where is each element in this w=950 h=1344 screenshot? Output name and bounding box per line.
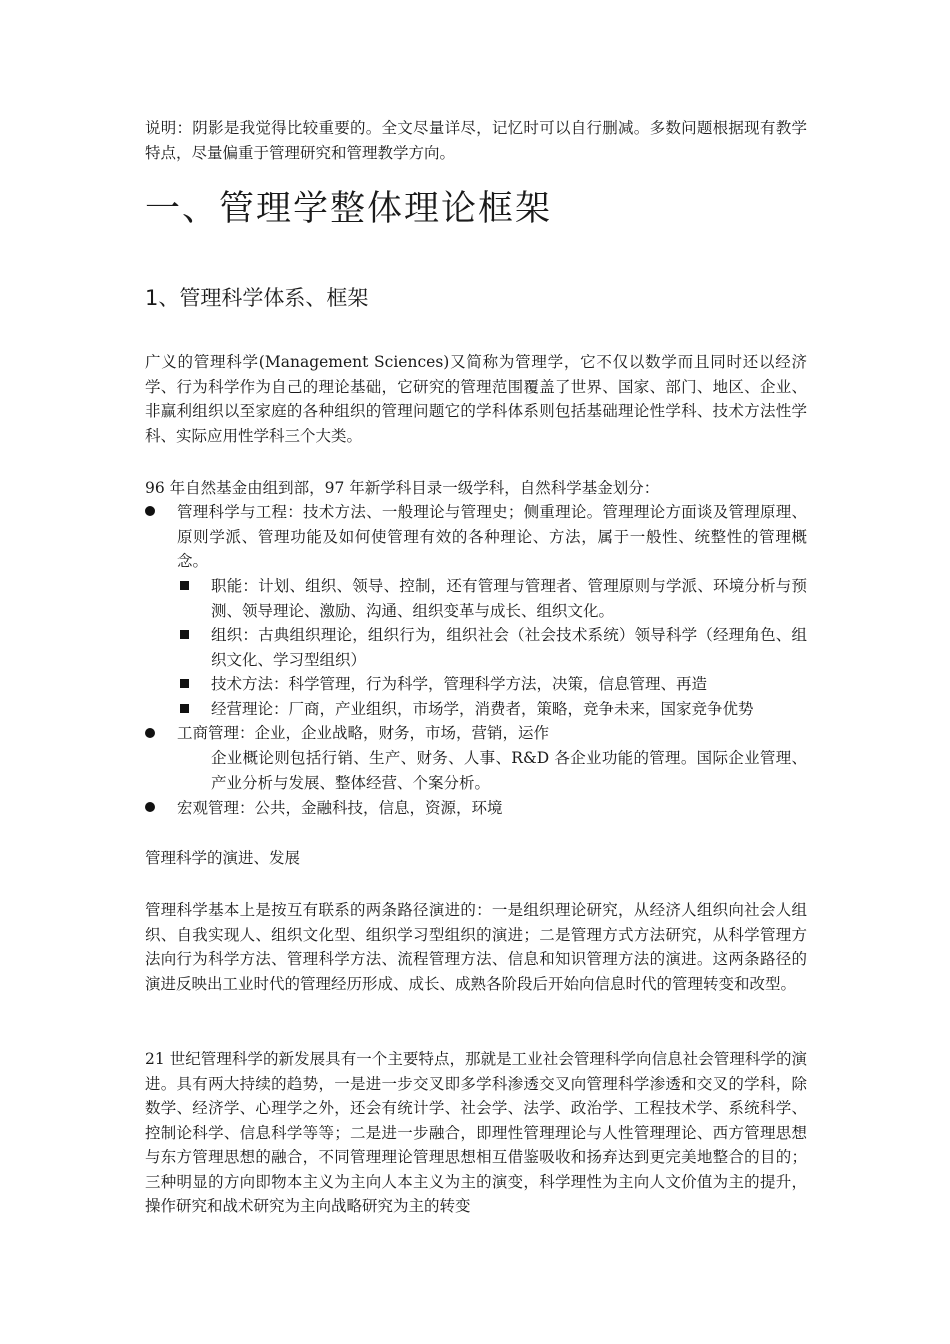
bullet-item-macro-management: 宏观管理：公共，金融科技，信息，资源，环境 bbox=[177, 799, 503, 817]
bullet-square-icon bbox=[180, 704, 189, 713]
bullet-square-icon bbox=[180, 630, 189, 639]
bullet-square-icon bbox=[180, 679, 189, 688]
business-admin-continuation: 企业概论则包括行销、生产、财务、人事、R&D 各企业功能的管理。国际企业管理、产业分析与发展、整体经营、个案分析。 bbox=[211, 749, 807, 792]
bullet-dot-icon bbox=[145, 506, 155, 516]
definition-paragraph: 广义的管理科学(Management Sciences)又简称为管理学，它不仅以数学而且同时还以经济学、行为科学作为自己的理论基础，它研究的管理范围覆盖了世界、国家、部门、地区、企业、非赢利组织以至家庭的各种组织的管理问题它的学科体系则包括基础理论性学科、技术方法性学科、实际应用性学科三个大类。 bbox=[145, 353, 807, 445]
chapter-heading: 一、管理学整体理论框架 bbox=[145, 189, 553, 229]
bullet-dot-icon bbox=[145, 728, 155, 738]
sub-item-business-theory: 经营理论：厂商，产业组织，市场学，消费者，策略，竞争未来，国家竞争优势 bbox=[211, 700, 754, 718]
fund-intro-paragraph: 96 年自然基金由组到部，97 年新学科目录一级学科，自然科学基金划分： bbox=[145, 479, 660, 497]
bullet-square-icon bbox=[180, 581, 189, 590]
bullet-dot-icon bbox=[145, 802, 155, 812]
sub-item-functions: 职能：计划、组织、领导、控制，还有管理与管理者、管理原则与学派、环境分析与预测、领导理论、激励、沟通、组织变革与成长、组织文化。 bbox=[211, 577, 807, 620]
sub-item-technical-methods: 技术方法：科学管理，行为科学，管理科学方法，决策，信息管理、再造 bbox=[211, 675, 708, 693]
evolution-subheading: 管理科学的演进、发展 bbox=[145, 849, 301, 867]
twenty-first-century-paragraph: 21 世纪管理科学的新发展具有一个主要特点，那就是工业社会管理科学向信息社会管理科学的演进。具有两大持续的趋势，一是进一步交叉即多学科渗透交叉向管理科学渗透和交叉的学科，除数学、经济学、心理学之外，还会有统计学、社会学、法学、政治学、工程技术学、系统科学、控制论科学、信息科学等等；二是进一步融合，即理性管理理论与人性管理理论、西方管理思想与东方管理思想的融合，不同管理理论管理思想相互借鉴吸收和扬弃达到更完美地整合的目的；三种明显的方向即物本主义为主向人本主义为主的演变，科学理性为主向人文价值为主的提升，操作研究和战术研究为主向战略研究为主的转变 bbox=[145, 1050, 807, 1215]
bullet-item-business-admin: 工商管理：企业，企业战略，财务，市场，营销，运作 bbox=[177, 724, 550, 742]
evolution-paragraph: 管理科学基本上是按互有联系的两条路径演进的：一是组织理论研究，从经济人组织向社会人组织、自我实现人、组织文化型、组织学习型组织的演进；二是管理方式方法研究，从科学管理方法向行为科学方法、管理科学方法、流程管理方法、信息和知识管理方法的演进。这两条路径的演进反映出工业时代的管理经历形成、成长、成熟各阶段后开始向信息时代的管理转变和改型。 bbox=[145, 901, 807, 993]
intro-note: 说明：阴影是我觉得比较重要的。全文尽量详尽，记忆时可以自行删减。多数问题根据现有教学特点，尽量偏重于管理研究和管理教学方向。 bbox=[145, 119, 807, 162]
section-heading: 1、管理科学体系、框架 bbox=[145, 286, 369, 310]
sub-item-organization: 组织：古典组织理论，组织行为，组织社会（社会技术系统）领导科学（经理角色、组织文化、学习型组织） bbox=[211, 626, 807, 669]
bullet-item-management-science: 管理科学与工程：技术方法、一般理论与管理史；侧重理论。管理理论方面谈及管理原理、原则学派、管理功能及如何使管理有效的各种理论、方法，属于一般性、统整性的管理概念。 bbox=[177, 503, 807, 570]
